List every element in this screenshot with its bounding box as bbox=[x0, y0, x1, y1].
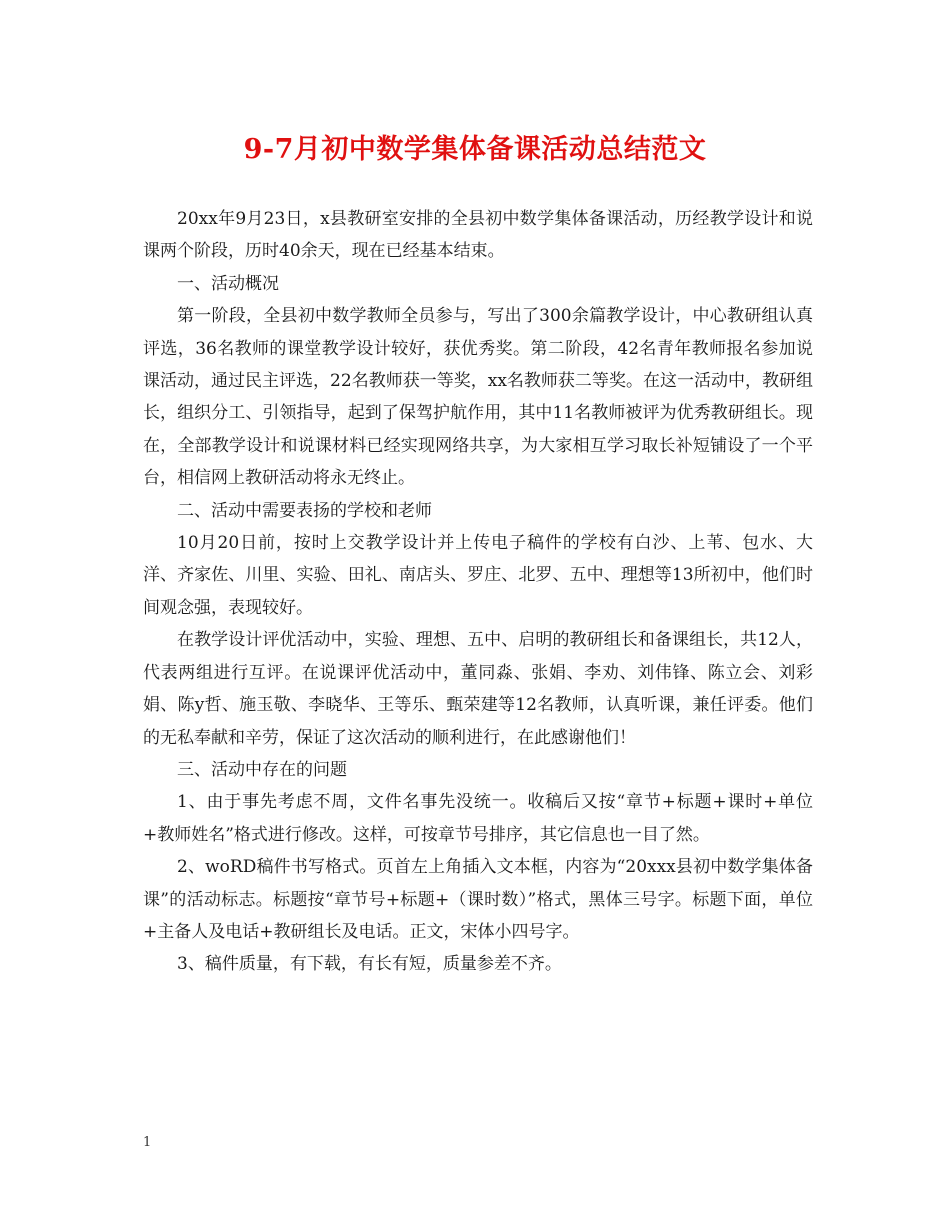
page-number: 1 bbox=[143, 1135, 152, 1150]
paragraph-praise-teachers: 在教学设计评优活动中，实验、理想、五中、启明的教研组长和备课组长，共12人，代表两组进行互评。在说课评优活动中，董同淼、张娟、李劝、刘伟锋、陈立会、刘彩娟、陈y哲、施玉敬、李晓华、王等乐、甄荣建等12名教师，认真听课，兼任评委。他们的无私奉献和辛劳，保证了这次活动的顺利进行，在此感谢他们！ bbox=[143, 630, 813, 748]
document-body bbox=[143, 203, 813, 981]
section-heading-problems: 三、活动中存在的问题 bbox=[177, 759, 347, 780]
paragraph-problem-3: 3、稿件质量，有下载，有长有短，质量参差不齐。 bbox=[177, 954, 562, 975]
section-heading-praise: 二、活动中需要表扬的学校和老师 bbox=[177, 500, 432, 521]
section-heading-overview: 一、活动概况 bbox=[177, 273, 279, 294]
paragraph-problem-2: 2、woRD稿件书写格式。页首左上角插入文本框，内容为“20xxx县初中数学集体备课”的活动标志。标题按“章节号+标题+（课时数）”格式，黑体三号字。标题下面，单位+主备人及电话+教研组长及电话。正文，宋体小四号字。 bbox=[143, 857, 813, 942]
paragraph-problem-1: 1、由于事先考虑不周，文件名事先没统一。收稿后又按“章节+标题+课时+单位+教师姓名”格式进行修改。这样，可按章节号排序，其它信息也一目了然。 bbox=[143, 792, 813, 845]
document-title: 9-7月初中数学集体备课活动总结范文 bbox=[243, 134, 707, 165]
paragraph-intro: 20xx年9月23日，x县教研室安排的全县初中数学集体备课活动，历经教学设计和说课两个阶段，历时40余天，现在已经基本结束。 bbox=[143, 209, 813, 262]
paragraph-praise-schools: 10月20日前，按时上交教学设计并上传电子稿件的学校有白沙、上苇、包水、大洋、齐家佐、川里、实验、田礼、南店头、罗庄、北罗、五中、理想等13所初中，他们时间观念强，表现较好。 bbox=[143, 533, 813, 618]
paragraph-overview: 第一阶段，全县初中数学教师全员参与，写出了300余篇教学设计，中心教研组认真评选，36名教师的课堂教学设计较好，获优秀奖。第二阶段，42名青年教师报名参加说课活动，通过民主评选，22名教师获一等奖，xx名教师获二等奖。在这一活动中，教研组长，组织分工、引领指导，起到了保驾护航作用，其中11名教师被评为优秀教研组长。现在，全部教学设计和说课材料已经实现网络共享，为大家相互学习取长补短铺设了一个平台，相信网上教研活动将永无终止。 bbox=[143, 306, 813, 489]
